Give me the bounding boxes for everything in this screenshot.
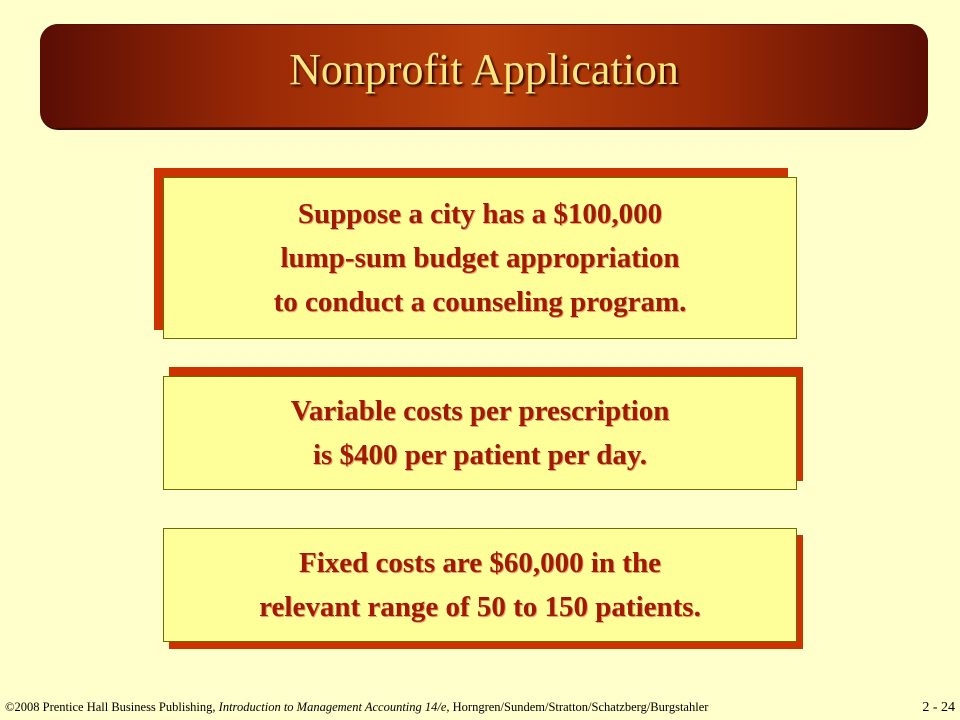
box-2-line-1: Variable costs per prescription bbox=[290, 395, 670, 427]
info-box-variable-costs bbox=[163, 376, 797, 490]
slide-title: Nonprofit Application bbox=[289, 45, 679, 94]
box-1-line-3: to conduct a counseling program. bbox=[273, 286, 687, 318]
box-3-line-1: Fixed costs are $60,000 in the bbox=[299, 547, 661, 579]
box-3-line-2: relevant range of 50 to 150 patients. bbox=[259, 591, 701, 623]
info-box-budget bbox=[163, 177, 797, 339]
footer bbox=[5, 700, 955, 716]
book-title: Introduction to Management Accounting 14/e, bbox=[218, 700, 450, 714]
box-1-line-2: lump-sum budget appropriation bbox=[280, 242, 680, 274]
box-1-line-1: Suppose a city has a $100,000 bbox=[297, 198, 663, 230]
title-bar bbox=[40, 24, 928, 128]
box-2-line-2: is $400 per patient per day. bbox=[312, 439, 648, 471]
page-number: 2 - 24 bbox=[922, 700, 955, 715]
copyright-prefix: ©2008 Prentice Hall Business Publishing, bbox=[5, 700, 219, 714]
info-box-fixed-costs bbox=[163, 528, 797, 642]
copyright-text bbox=[5, 700, 708, 716]
authors: Horngren/Sundem/Stratton/Schatzberg/Burgstahler bbox=[449, 700, 709, 714]
